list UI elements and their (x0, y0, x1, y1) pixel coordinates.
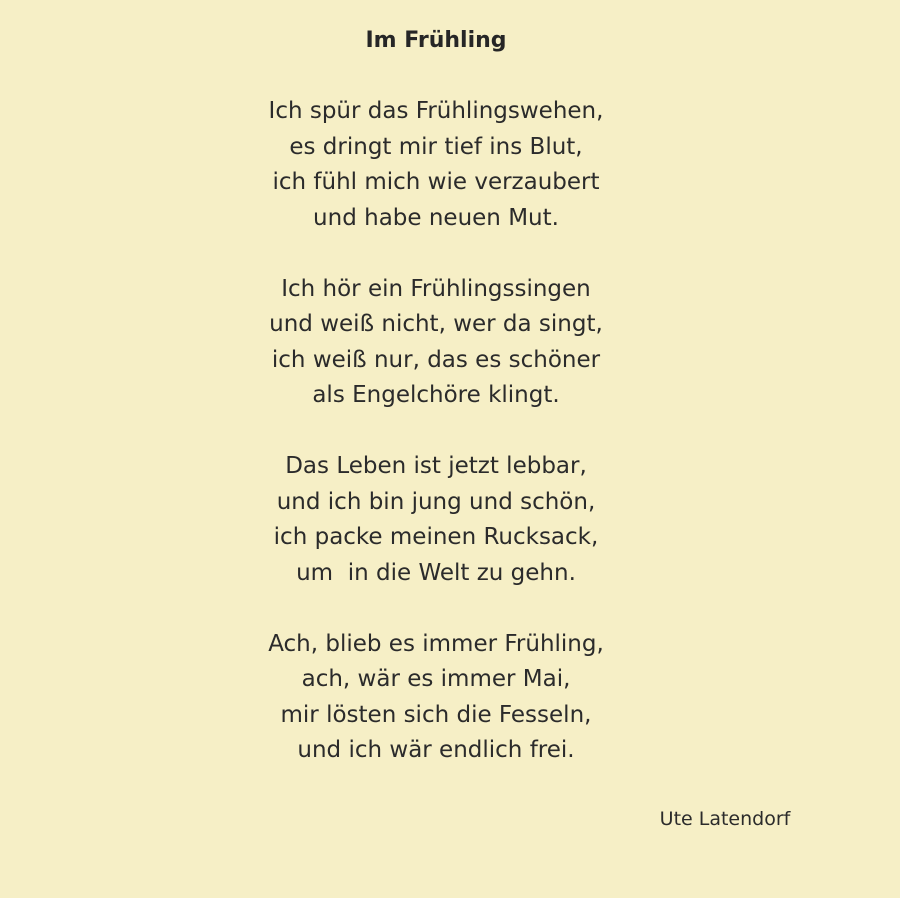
poem-line: mir lösten sich die Fesseln, (280, 701, 592, 728)
stanza-2 (0, 272, 872, 414)
poem-line: Ach, blieb es immer Frühling, (268, 630, 604, 657)
poem-line: ach, wär es immer Mai, (301, 666, 571, 692)
poem-line: um in die Welt zu gehn. (296, 559, 576, 586)
poem-line: ich packe meinen Rucksack, (273, 524, 599, 550)
poem-line: ich fühl mich wie verzaubert (272, 169, 600, 195)
poem-title: Im Frühling (365, 28, 507, 53)
poem-line: Ich hör ein Frühlingssingen (281, 275, 591, 302)
poem-line: Ich spür das Frühlingswehen, (268, 98, 604, 124)
poem-line: Das Leben ist jetzt lebbar, (285, 453, 587, 479)
poem-line: und ich bin jung und schön, (276, 488, 596, 515)
poem-line: und habe neuen Mut. (313, 204, 559, 231)
stanza-1 (0, 94, 872, 236)
poem-line: es dringt mir tief ins Blut, (289, 133, 583, 160)
poem-author: Ute Latendorf (659, 808, 791, 830)
stanza-4 (0, 627, 872, 769)
poem-line: und ich wär endlich frei. (297, 737, 575, 763)
poem-line: als Engelchöre klingt. (312, 382, 560, 408)
poem-line: ich weiß nur, das es schöner (271, 346, 601, 373)
poem-line: und weiß nicht, wer da singt, (269, 311, 603, 337)
stanza-3 (0, 449, 872, 591)
poem-body (0, 94, 872, 804)
